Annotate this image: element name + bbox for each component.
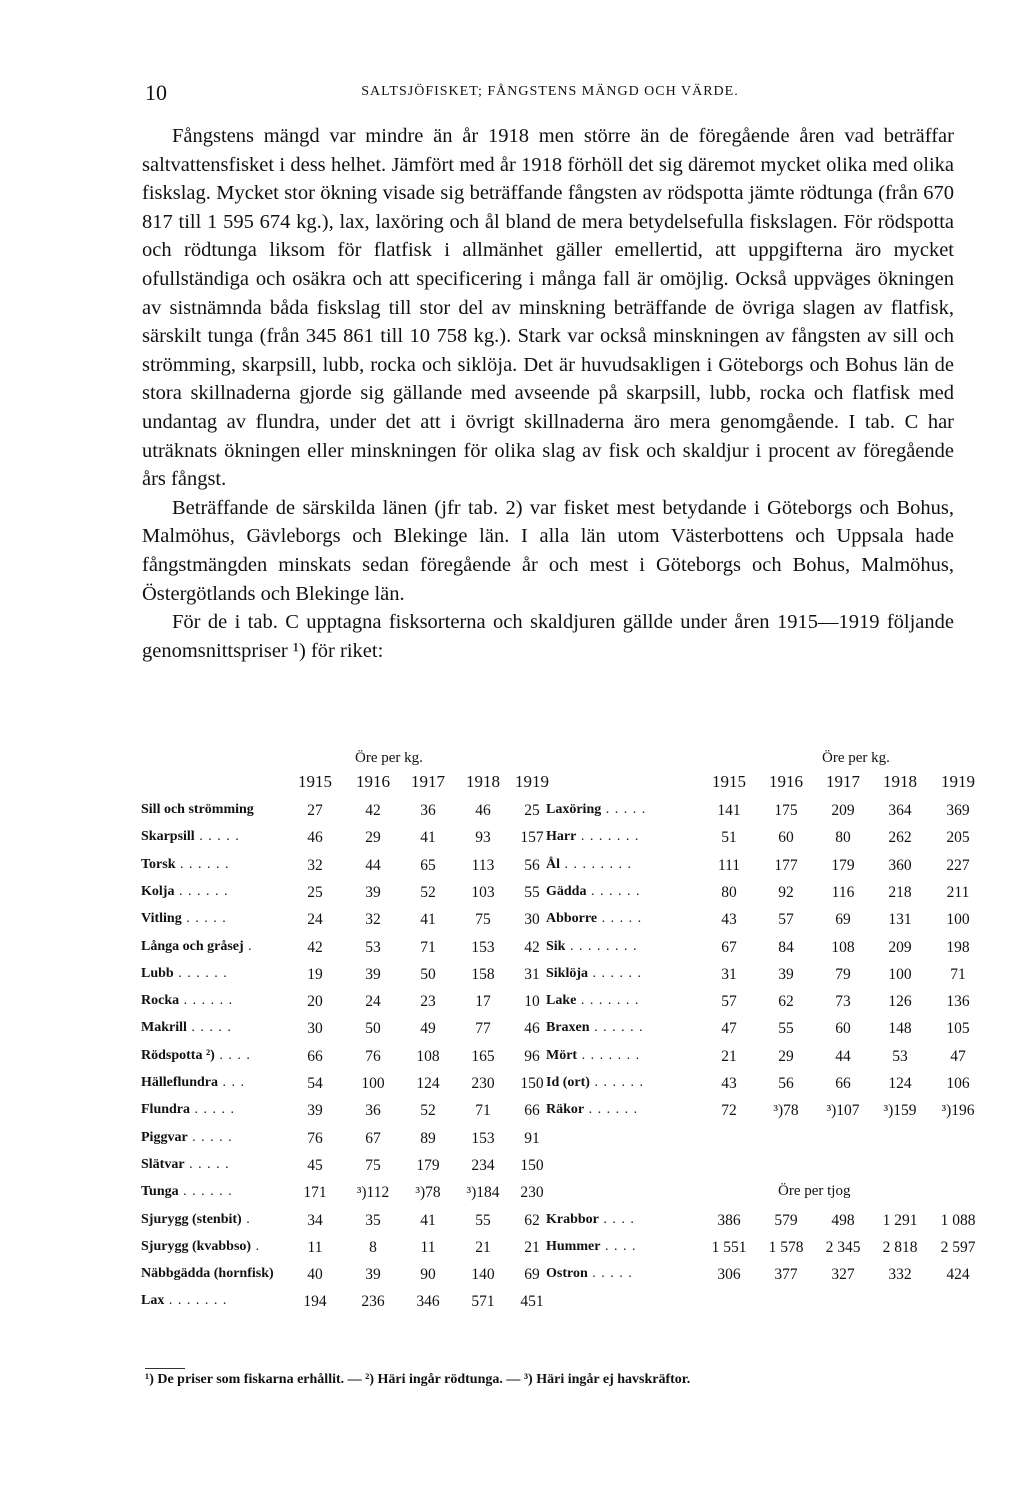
species-name: Makrill: [141, 1020, 187, 1036]
footnote-rule: [145, 1368, 185, 1369]
price-value: 171: [303, 1184, 327, 1202]
leader-dots: . . . . . . .: [577, 1047, 641, 1063]
row-label: [141, 802, 254, 818]
species-name: Skarpsill: [141, 829, 195, 845]
price-value: 211: [946, 883, 970, 901]
species-name: Krabbor: [546, 1211, 599, 1227]
row-label: [141, 939, 253, 955]
price-value: 179: [416, 1156, 440, 1174]
price-value: 227: [946, 856, 970, 874]
species-name: Tunga: [141, 1184, 179, 1200]
price-value: 2 345: [825, 1238, 861, 1256]
price-value: 39: [365, 883, 381, 901]
price-value: 43: [721, 911, 737, 929]
running-head: SALTSJÖFISKET; FÅNGSTENS MÄNGD OCH VÄRDE.: [361, 84, 739, 99]
price-value: 108: [831, 938, 855, 956]
price-value: 23: [420, 993, 436, 1011]
year-header: 1918: [883, 772, 917, 791]
price-table: [0, 750, 1024, 1390]
price-value: 1 088: [940, 1211, 976, 1229]
price-value: 30: [524, 911, 540, 929]
price-value: ³)196: [941, 1102, 975, 1120]
species-name: Torsk: [141, 856, 176, 872]
price-value: 76: [365, 1047, 381, 1065]
species-name: Näbbgädda (hornfisk): [141, 1266, 274, 1282]
price-value: 205: [946, 829, 970, 847]
price-value: 364: [888, 802, 912, 819]
leader-dots: . . . . . .: [173, 965, 228, 981]
price-value: 32: [365, 911, 381, 929]
price-value: 53: [365, 938, 381, 956]
price-value: 100: [888, 965, 912, 983]
price-value: 49: [420, 1020, 436, 1038]
price-value: 52: [420, 883, 436, 901]
leader-dots: . . . . . . .: [576, 993, 640, 1009]
price-value: 65: [420, 856, 436, 874]
price-value: 140: [471, 1266, 495, 1284]
price-value: 579: [774, 1211, 798, 1229]
price-value: 21: [475, 1238, 491, 1256]
row-label: [141, 857, 230, 873]
price-value: 111: [717, 856, 741, 874]
row-label: [141, 1130, 233, 1146]
price-value: 56: [778, 1075, 794, 1092]
price-value: 50: [420, 965, 436, 983]
species-name: Gädda: [546, 883, 587, 899]
price-value: 332: [888, 1266, 912, 1284]
price-value: 424: [946, 1266, 970, 1284]
species-name: Sjurygg (stenbit): [141, 1211, 242, 1227]
leader-dots: . . .: [218, 1075, 246, 1090]
year-header: 1919: [941, 772, 975, 791]
row-label: [546, 966, 642, 982]
price-value: 39: [365, 965, 381, 983]
price-value: 198: [946, 938, 970, 956]
price-value: 262: [888, 829, 912, 847]
price-value: 91: [524, 1129, 540, 1147]
price-value: 43: [721, 1075, 737, 1092]
price-value: 105: [946, 1020, 970, 1038]
price-value: 36: [420, 802, 436, 819]
price-value: 96: [524, 1047, 540, 1065]
price-value: 386: [717, 1211, 741, 1229]
price-value: 306: [717, 1266, 741, 1284]
price-value: 236: [361, 1293, 385, 1311]
price-value: 46: [475, 802, 491, 819]
row-label: [546, 993, 639, 1009]
price-value: 53: [892, 1047, 908, 1065]
leader-dots: . . . . .: [187, 1129, 233, 1145]
species-name: Harr: [546, 829, 577, 845]
price-value: 8: [369, 1238, 377, 1256]
leader-dots: . . . . .: [194, 829, 240, 845]
price-value: 106: [946, 1075, 970, 1092]
row-label: [141, 829, 240, 845]
row-label: [546, 1048, 640, 1064]
price-value: 79: [835, 965, 851, 983]
row-label: [141, 1266, 274, 1282]
price-value: 25: [524, 802, 540, 819]
price-value: 103: [471, 883, 495, 901]
price-value: 66: [524, 1102, 540, 1120]
leader-dots: . . . .: [600, 1238, 637, 1254]
price-value: 45: [307, 1156, 323, 1174]
price-value: 158: [471, 965, 495, 983]
price-value: 2 597: [940, 1238, 976, 1256]
species-name: Hälleflundra: [141, 1075, 219, 1090]
price-value: 451: [520, 1293, 544, 1311]
price-value: 46: [524, 1020, 540, 1038]
species-name: Slätvar: [141, 1156, 185, 1172]
year-header: 1916: [356, 772, 390, 791]
price-value: 165: [471, 1047, 495, 1065]
price-value: 100: [361, 1075, 385, 1092]
price-value: 42: [307, 938, 323, 956]
leader-dots: . . . . . .: [586, 883, 641, 899]
price-value: 57: [721, 993, 737, 1011]
price-value: 42: [365, 802, 381, 819]
leader-dots: . . . . . . .: [164, 1293, 228, 1309]
species-name: Vitling: [141, 911, 182, 927]
price-value: 175: [774, 802, 798, 819]
price-value: 29: [778, 1047, 794, 1065]
species-name: Lake: [546, 993, 577, 1009]
leader-dots: . . . . . .: [584, 1102, 639, 1118]
price-value: ³)184: [466, 1184, 500, 1202]
price-value: 136: [946, 993, 970, 1011]
price-value: 230: [520, 1184, 544, 1202]
price-value: 75: [365, 1156, 381, 1174]
price-value: 32: [307, 856, 323, 874]
leader-dots: . . . . .: [597, 911, 643, 927]
paragraph: För de i tab. C upptagna fisksorterna och skaldjuren gällde under åren 1915—1919 följande genomsnittspriser ¹) för riket:: [142, 611, 954, 662]
price-value: 62: [778, 993, 794, 1011]
leader-dots: . . . . . . . .: [565, 938, 638, 954]
price-value: 131: [888, 911, 912, 929]
price-value: 90: [420, 1266, 436, 1284]
leader-dots: . . . . .: [186, 1020, 232, 1036]
species-name: Braxen: [546, 1020, 590, 1036]
footnote: ¹) De priser som fiskarna erhållit. — ²) Häri ingår rödtunga. — ³) Häri ingår ej havskräftor.: [145, 1372, 691, 1387]
leader-dots: . . . . .: [181, 911, 227, 927]
species-name: Siklöja: [546, 965, 589, 981]
leader-dots: . . . . .: [184, 1156, 230, 1172]
row-label: [141, 911, 227, 927]
price-value: 1 578: [768, 1238, 804, 1256]
price-value: 93: [475, 829, 491, 847]
price-value: ³)107: [826, 1102, 860, 1120]
price-value: 24: [307, 911, 323, 929]
price-value: 51: [721, 829, 737, 847]
price-value: 108: [416, 1047, 440, 1065]
species-name: Sill och strömming: [141, 802, 254, 817]
row-label: [141, 1212, 251, 1228]
leader-dots: . . . . . .: [589, 1075, 644, 1090]
price-value: 44: [835, 1047, 851, 1065]
price-value: 150: [520, 1156, 544, 1174]
price-value: ³)112: [356, 1184, 390, 1202]
row-label: [141, 1102, 235, 1118]
price-value: 27: [307, 802, 323, 819]
price-value: 71: [420, 938, 436, 956]
leader-dots: . . . . . .: [588, 965, 643, 981]
price-value: 21: [721, 1047, 737, 1065]
price-value: 66: [307, 1047, 323, 1065]
price-value: 39: [307, 1102, 323, 1120]
unit-right: Öre per kg.: [822, 750, 890, 766]
price-value: 55: [778, 1020, 794, 1038]
year-header: 1915: [712, 772, 746, 791]
price-value: 71: [475, 1102, 491, 1120]
row-label: [141, 1048, 251, 1064]
price-value: ³)159: [883, 1102, 917, 1120]
price-value: 1 291: [882, 1211, 918, 1229]
price-value: 73: [835, 993, 851, 1011]
price-value: 60: [778, 829, 794, 847]
price-value: 148: [888, 1020, 912, 1038]
species-name: Piggvar: [141, 1129, 188, 1145]
price-value: 67: [721, 938, 737, 956]
species-name: Räkor: [546, 1102, 585, 1118]
price-value: 89: [420, 1129, 436, 1147]
page-header: [145, 80, 955, 110]
species-name: Id (ort): [546, 1075, 590, 1090]
species-name: Sik: [546, 938, 566, 954]
price-value: 346: [416, 1293, 440, 1311]
price-value: 218: [888, 883, 912, 901]
price-value: 19: [307, 965, 323, 983]
price-value: ³)78: [415, 1184, 441, 1202]
species-name: Mört: [546, 1047, 578, 1063]
price-value: 113: [471, 856, 495, 874]
price-value: 209: [831, 802, 855, 819]
body-text: [142, 122, 954, 665]
price-value: 369: [946, 802, 970, 819]
price-value: 41: [420, 1211, 436, 1229]
price-value: 11: [420, 1238, 436, 1256]
price-value: 62: [524, 1211, 540, 1229]
leader-dots: . . . . . .: [179, 993, 234, 1009]
leader-dots: . . . . . .: [178, 1184, 233, 1200]
price-value: 10: [524, 993, 540, 1011]
price-value: 153: [471, 938, 495, 956]
price-value: 234: [471, 1156, 495, 1174]
species-name: Laxöring: [546, 802, 602, 817]
year-header: 1917: [411, 772, 445, 791]
species-name: Långa och gråsej: [141, 938, 244, 954]
price-value: 40: [307, 1266, 323, 1284]
row-label: [141, 1239, 260, 1255]
year-header: 1916: [769, 772, 803, 791]
price-value: 55: [475, 1211, 491, 1229]
row-label: [546, 911, 642, 927]
price-value: 72: [721, 1102, 737, 1120]
leader-dots: .: [243, 938, 253, 954]
species-name: Sjurygg (kvabbso): [141, 1238, 252, 1254]
row-label: [546, 802, 646, 818]
price-value: 11: [307, 1238, 323, 1256]
price-value: 44: [365, 856, 381, 874]
price-value: 77: [475, 1020, 491, 1038]
paragraph: Fångstens mängd var mindre än år 1918 men större än de föregående åren vad beträffar saltvattensfisket i dess helhet. Jämfört med år 1918 förhöll det sig däremot mycket olika med olika fiskslag. Mycket stor ökning visade sig beträffande fångsten av rödspotta jämte rödtunga (från 670 817 till 1 595 674 kg.), lax, laxöring och ål bland de mera betydelsefulla fiskslagen. För rödspotta och rödtunga liksom för flatfisk i allmänhet gäller emellertid, att uppgifterna äro mycket ofullständiga och osäkra och att specificering i många fall är omöjlig. Också uppväges ökningen av sistnämnda båda fiskslag till stor del av minskning beträffande de övriga slagen av flatfisk, särskilt tunga (från 345 861 till 10 758 kg.). Stark var också minskningen av fångsten av sill och strömming, skarpsill, lubb, rocka och siklöja. Det är huvudsakligen i Göteborgs och Bohus län de stora skillnaderna gjorde sig gällande med avseende på skarpsill, lubb, rocka och flatfisk med undantag av flundra, under det att i övrigt skillnaderna äro mera genomgående. I tab. C har uträknats ökningen eller minskningen för olika slag av fisk och skaldjur i procent av föregående års fångst.: [142, 125, 954, 491]
price-value: 41: [420, 911, 436, 929]
price-value: ³)78: [773, 1102, 799, 1120]
price-value: 71: [950, 965, 966, 983]
species-name: Ostron: [546, 1266, 588, 1282]
species-name: Lubb: [141, 965, 174, 981]
row-label: [141, 993, 233, 1009]
price-value: 100: [946, 911, 970, 929]
row-label: [141, 1020, 232, 1036]
leader-dots: . . . . . .: [589, 1020, 644, 1036]
price-value: 47: [950, 1047, 966, 1065]
price-value: 92: [778, 883, 794, 901]
leader-dots: . . . . .: [587, 1266, 633, 1282]
price-value: 24: [365, 993, 381, 1011]
price-value: 194: [303, 1293, 327, 1311]
price-value: 29: [365, 829, 381, 847]
row-label: [546, 1239, 636, 1255]
price-value: 50: [365, 1020, 381, 1038]
leader-dots: . . . . . .: [174, 883, 229, 899]
leader-dots: .: [251, 1238, 261, 1254]
unit-left: Öre per kg.: [355, 750, 423, 766]
species-name: Lax: [141, 1293, 165, 1309]
price-value: 498: [831, 1211, 855, 1229]
price-value: 60: [835, 1020, 851, 1038]
price-value: 31: [524, 965, 540, 983]
leader-dots: . . . . .: [601, 802, 647, 817]
price-value: 2 818: [882, 1238, 918, 1256]
page-number: 10: [145, 80, 167, 105]
species-name: Ål: [546, 856, 560, 872]
price-value: 360: [888, 856, 912, 874]
species-name: Rocka: [141, 993, 180, 1009]
price-value: 34: [307, 1211, 323, 1229]
price-value: 41: [420, 829, 436, 847]
row-label: [546, 1212, 635, 1228]
price-value: 69: [524, 1266, 540, 1284]
price-value: 124: [416, 1075, 440, 1092]
species-name: Rödspotta ²): [141, 1047, 215, 1063]
unit-tjog: Öre per tjog: [778, 1183, 851, 1199]
price-value: 571: [471, 1293, 495, 1311]
price-value: 327: [831, 1266, 855, 1284]
price-value: 36: [365, 1102, 381, 1120]
price-value: 30: [307, 1020, 323, 1038]
price-value: 126: [888, 993, 912, 1011]
price-value: 1 551: [711, 1238, 747, 1256]
row-label: [141, 1075, 245, 1091]
leader-dots: . . . .: [214, 1047, 251, 1063]
price-value: 42: [524, 938, 540, 956]
row-label: [546, 1020, 644, 1036]
price-value: 20: [307, 993, 323, 1011]
leader-dots: . . . . . . . .: [560, 856, 632, 872]
price-value: 57: [778, 911, 794, 929]
price-value: 80: [721, 883, 737, 901]
price-value: 377: [774, 1266, 798, 1284]
year-header: 1915: [298, 772, 332, 791]
price-value: 150: [520, 1075, 544, 1092]
price-value: 157: [520, 829, 544, 847]
price-value: 116: [831, 883, 855, 901]
price-value: 124: [888, 1075, 912, 1092]
row-label: [546, 884, 640, 900]
price-value: 69: [835, 911, 851, 929]
price-value: 75: [475, 911, 491, 929]
price-value: 21: [524, 1238, 540, 1256]
row-label: [546, 1075, 644, 1091]
price-value: 141: [717, 802, 741, 819]
price-value: 179: [831, 856, 855, 874]
year-header: 1919: [515, 772, 549, 791]
price-value: 52: [420, 1102, 436, 1120]
row-label: [546, 857, 632, 873]
price-value: 56: [524, 856, 540, 874]
price-value: 47: [721, 1020, 737, 1038]
price-value: 55: [524, 883, 540, 901]
row-label: [141, 966, 228, 982]
row-label: [546, 829, 639, 845]
price-value: 35: [365, 1211, 381, 1229]
price-value: 76: [307, 1129, 323, 1147]
price-value: 230: [471, 1075, 495, 1092]
row-label: [141, 1184, 233, 1200]
year-header: 1918: [466, 772, 500, 791]
species-name: Abborre: [546, 911, 598, 927]
row-label: [141, 884, 228, 900]
price-value: 25: [307, 883, 323, 901]
row-label: [546, 1266, 633, 1282]
species-name: Kolja: [141, 883, 175, 899]
leader-dots: .: [241, 1211, 251, 1227]
price-value: 17: [475, 993, 491, 1011]
leader-dots: . . . .: [598, 1211, 635, 1227]
leader-dots: . . . . . .: [175, 856, 230, 872]
price-value: 80: [835, 829, 851, 847]
price-value: 31: [721, 965, 737, 983]
price-value: 84: [778, 938, 794, 956]
species-name: Flundra: [141, 1102, 191, 1118]
row-label: [141, 1157, 230, 1173]
species-name: Hummer: [546, 1238, 601, 1254]
price-value: 67: [365, 1129, 381, 1147]
row-label: [546, 939, 637, 955]
price-value: 39: [778, 965, 794, 983]
paragraph: Beträffande de särskilda länen (jfr tab. 2) var fisket mest betydande i Göteborgs och Bohus, Malmöhus, Gävleborgs och Blekinge län. I alla län utom Västerbottens och Uppsala hade fångstmängden minskats sedan föregående år och mest i Göteborgs och Bohus, Malmöhus, Östergötlands och Blekinge län.: [142, 496, 954, 605]
price-value: 153: [471, 1129, 495, 1147]
price-value: 46: [307, 829, 323, 847]
price-value: 66: [835, 1075, 851, 1092]
leader-dots: . . . . . . .: [576, 829, 640, 845]
price-value: 39: [365, 1266, 381, 1284]
price-value: 54: [307, 1075, 323, 1092]
price-value: 209: [888, 938, 912, 956]
row-label: [546, 1102, 638, 1118]
price-value: 177: [774, 856, 798, 874]
year-header: 1917: [826, 772, 860, 791]
row-label: [141, 1293, 227, 1309]
leader-dots: . . . . .: [190, 1102, 236, 1118]
